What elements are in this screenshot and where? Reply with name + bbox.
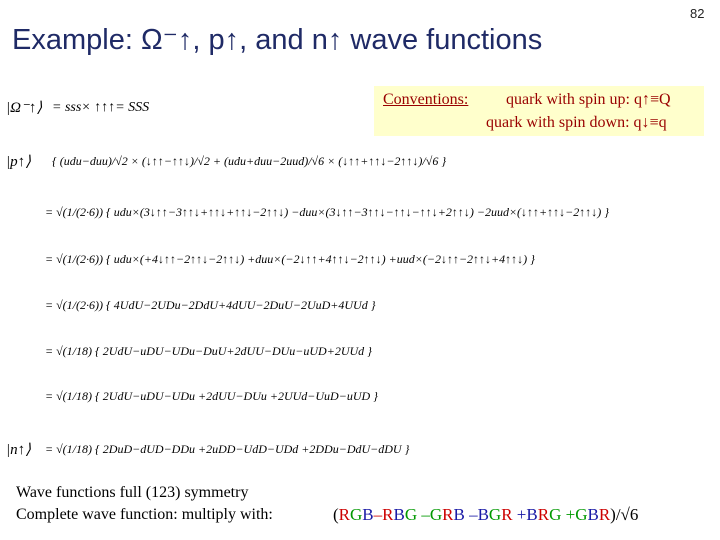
cf-g: G — [549, 505, 562, 524]
cf-g: G — [488, 505, 502, 524]
conventions-spin-up: quark with spin up: q↑≡Q — [506, 91, 671, 108]
cf-r: R — [598, 505, 611, 524]
cf-g: G — [404, 505, 418, 524]
cf-b: B — [587, 505, 599, 524]
conventions-label: Conventions: — [383, 91, 469, 108]
cf-r: R — [338, 505, 351, 524]
omega-ket: |Ω⁻↑⟩ — [6, 100, 43, 116]
cf-b: B — [453, 505, 465, 524]
page-number: 82 — [690, 6, 705, 21]
cf-g: +G — [561, 505, 588, 524]
color-wavefunction — [333, 505, 638, 525]
cf-b: +B — [512, 505, 538, 524]
footer-multiply-note: Complete wave function: multiply with: — [16, 506, 273, 523]
cf-close: )/√6 — [610, 505, 639, 524]
proton-line-5: = √(1/18) { 2UdU−uDU−UDu−DuU+2dUU−DUu−uUD+2UUd } — [45, 344, 372, 358]
conventions-spin-down: quark with spin down: q↓≡q — [486, 114, 667, 131]
cf-r: R — [501, 505, 513, 524]
proton-line-1: { (udu−duu)/√2 × (↓↑↑−↑↑↓)/√2 + (udu+duu−2uud)/√6 × (↓↑↑+↑↑↓−2↑↑↓)/√6 } — [52, 154, 447, 168]
cf-g: G — [350, 505, 363, 524]
cf-b: –B — [464, 505, 489, 524]
proton-line-4: = √(1/(2·6)) { 4UdU−2UDu−2DdU+4dUU−2DuU−2UuD+4UUd } — [45, 298, 376, 312]
proton-line-3: = √(1/(2·6)) { udu×(+4↓↑↑−2↑↑↓−2↑↑↓) +duu×(−2↓↑↑+4↑↑↓−2↑↑↓) +uud×(−2↓↑↑−2↑↑↓+4↑↑↓) } — [45, 252, 535, 266]
cf-r: R — [442, 505, 454, 524]
cf-b: B — [393, 505, 405, 524]
footer-symmetry-note: Wave functions full (123) symmetry — [16, 484, 249, 501]
cf-g: –G — [417, 505, 443, 524]
neutron-ket: |n↑⟩ — [6, 442, 31, 458]
neutron-line: = √(1/18) { 2DuD−dUD−DDu +2uDD−UdD−UDd +2DDu−DdU−dDU } — [45, 442, 410, 456]
proton-line-6: = √(1/18) { 2UdU−uDU−UDu +2dUU−DUu +2UUd−UuD−uUD } — [45, 389, 378, 403]
omega-equation: = sss× ↑↑↑= SSS — [52, 100, 150, 115]
slide-title: Example: Ω⁻↑, p↑, and n↑ wave functions — [12, 24, 543, 56]
cf-open: ( — [333, 505, 339, 524]
cf-b: B — [362, 505, 374, 524]
cf-r: –R — [373, 505, 394, 524]
proton-line-2: = √(1/(2·6)) { udu×(3↓↑↑−3↑↑↓+↑↑↓+↑↑↓−2↑↑↓) −duu×(3↓↑↑−3↑↑↓−↑↑↓−↑↑↓+2↑↑↓) −2uud×(↓↑↑+↑↑↓−2↑↑↓) } — [45, 205, 610, 219]
proton-ket: |p↑⟩ — [6, 154, 31, 170]
cf-r: R — [537, 505, 550, 524]
